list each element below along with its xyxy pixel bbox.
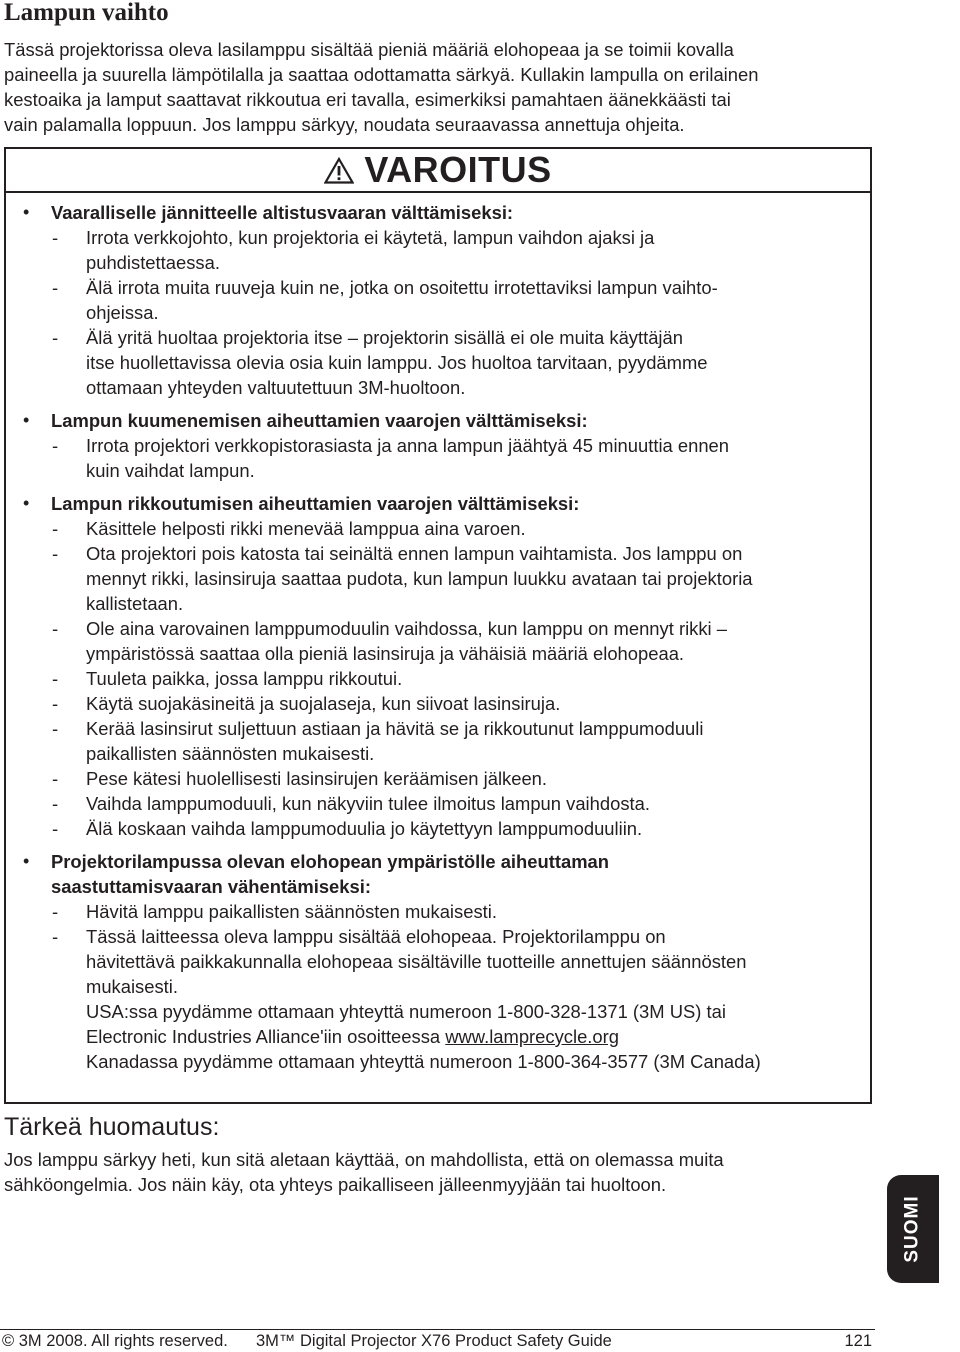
item-line: Hävitä lamppu paikallisten säännösten mukaisesti. bbox=[86, 901, 497, 922]
list-item bbox=[6, 516, 870, 541]
bullet-dot: • bbox=[23, 410, 30, 430]
item-line: paikallisten säännösten mukaisesti. bbox=[86, 743, 375, 764]
section-heading-text: Lampun rikkoutumisen aiheuttamien vaarojen välttämiseksi: bbox=[51, 493, 580, 514]
list-item bbox=[6, 716, 870, 766]
warning-box bbox=[4, 147, 872, 1104]
intro-line: kestoaika ja lamput saattavat rikkoutua eri tavalla, esimerkiksi pamahtaen äänekkäästi tai bbox=[4, 89, 731, 110]
item-line: Pese kätesi huolellisesti lasinsirujen keräämisen jälkeen. bbox=[86, 768, 548, 789]
list-item bbox=[6, 225, 870, 275]
item-line: mukaisesti. bbox=[86, 976, 178, 997]
item-line: Ole aina varovainen lamppumoduulin vaihdossa, kun lamppu on mennyt rikki – bbox=[86, 618, 727, 639]
section-heading-text: Projektorilampussa olevan elohopean ympäristölle aiheuttaman bbox=[51, 851, 610, 872]
note-line: Jos lamppu särkyy heti, kun sitä aletaan käyttää, on mahdollista, että on olemassa muita bbox=[4, 1149, 724, 1170]
list-item bbox=[6, 666, 870, 691]
item-line: Ota projektori pois katosta tai seinältä ennen lampun vaihtamista. Jos lamppu on bbox=[86, 543, 743, 564]
list-item bbox=[6, 433, 870, 483]
warning-header bbox=[6, 149, 870, 193]
item-line: Kerää lasinsirut suljettuun astiaan ja hävitä se ja rikkoutunut lamppumoduuli bbox=[86, 718, 704, 739]
intro-line: vain palamalla loppuun. Jos lamppu särkyy, noudata seuraavassa annettuja ohjeita. bbox=[4, 114, 685, 135]
section-heading-text: Lampun kuumenemisen aiheuttamien vaarojen välttämiseksi: bbox=[51, 410, 588, 431]
note-title: Tärkeä huomautus: bbox=[4, 1113, 220, 1141]
list-item bbox=[6, 616, 870, 666]
list-item bbox=[6, 766, 870, 791]
item-line: hävitettävä paikkakunnalla elohopeaa sisältäville tuotteille annettujen säännösten bbox=[86, 951, 747, 972]
bullet-dot: • bbox=[23, 202, 30, 222]
list-item bbox=[6, 541, 870, 616]
section-heading-text: saastuttamisvaaran vähentämiseksi: bbox=[51, 876, 371, 897]
intro-paragraph bbox=[4, 37, 872, 137]
item-line: kallistetaan. bbox=[86, 593, 184, 614]
section-heading-text: Vaaralliselle jännitteelle altistusvaaran välttämiseksi: bbox=[51, 202, 514, 223]
section-heading bbox=[6, 200, 870, 225]
item-line: Tuuleta paikka, jossa lamppu rikkoutui. bbox=[86, 668, 403, 689]
dash-marker: - bbox=[52, 618, 59, 639]
section-heading bbox=[6, 491, 870, 516]
dash-marker: - bbox=[52, 543, 59, 564]
warning-title: VAROITUS bbox=[364, 149, 552, 190]
item-line: Käytä suojakäsineitä ja suojalaseja, kun siivoat lasinsiruja. bbox=[86, 693, 561, 714]
dash-marker: - bbox=[52, 718, 59, 739]
dash-marker: - bbox=[52, 668, 59, 689]
warning-section bbox=[6, 200, 870, 400]
list-item bbox=[6, 691, 870, 716]
lamprecycle-link[interactable]: www.lamprecycle.org bbox=[445, 1026, 619, 1047]
language-side-tab bbox=[887, 1175, 939, 1283]
dash-marker: - bbox=[52, 227, 59, 248]
dash-marker: - bbox=[52, 435, 59, 456]
item-line: Irrota projektori verkkopistorasiasta ja anna lampun jäähtyä 45 minuuttia ennen bbox=[86, 435, 730, 456]
footer-product-name: 3M™ Digital Projector X76 Product Safety Guide bbox=[256, 1332, 612, 1350]
dash-marker: - bbox=[52, 277, 59, 298]
dash-marker: - bbox=[52, 926, 59, 947]
item-line: Käsittele helposti rikki menevää lamppua aina varoen. bbox=[86, 518, 526, 539]
footer-copyright: © 3M 2008. All rights reserved. bbox=[2, 1332, 228, 1350]
item-line: Kanadassa pyydämme ottamaan yhteyttä numeroon 1-800-364-3577 (3M Canada) bbox=[86, 1051, 761, 1072]
item-line: puhdistettaessa. bbox=[86, 252, 220, 273]
dash-marker: - bbox=[52, 768, 59, 789]
item-line: Tässä laitteessa oleva lamppu sisältää elohopeaa. Projektorilamppu on bbox=[86, 926, 666, 947]
item-line: Irrota verkkojohto, kun projektoria ei käytetä, lampun vaihdon ajaksi ja bbox=[86, 227, 655, 248]
section-heading bbox=[6, 849, 870, 899]
warning-triangle-icon bbox=[324, 157, 354, 184]
list-item bbox=[6, 325, 870, 400]
note-line: sähköongelmia. Jos näin käy, ota yhteys paikalliseen jälleenmyyjään tai huoltoon. bbox=[4, 1174, 667, 1195]
item-line: Älä irrota muita ruuveja kuin ne, jotka on osoitettu irrotettaviksi lampun vaihto- bbox=[86, 277, 718, 298]
item-line: mennyt rikki, lasinsiruja saattaa pudota, kun lampun luukku avataan tai projektoria bbox=[86, 568, 753, 589]
bullet-dot: • bbox=[23, 851, 30, 871]
intro-line: paineella ja suurella lämpötilalla ja saattaa odottamatta särkyä. Kullakin lampulla on erilainen bbox=[4, 64, 759, 85]
link-prefix: Electronic Industries Alliance'iin osoitteessa bbox=[86, 1026, 446, 1047]
list-item bbox=[6, 899, 870, 924]
list-item bbox=[6, 816, 870, 841]
warning-section bbox=[6, 408, 870, 483]
warning-section bbox=[6, 849, 870, 1074]
item-line: kuin vaihdat lampun. bbox=[86, 460, 255, 481]
item-line: Vaihda lamppumoduuli, kun näkyviin tulee ilmoitus lampun vaihdosta. bbox=[86, 793, 650, 814]
item-line: Älä koskaan vaihda lamppumoduulia jo käytettyyn lamppumoduuliin. bbox=[86, 818, 643, 839]
section-heading bbox=[6, 408, 870, 433]
dash-marker: - bbox=[52, 901, 59, 922]
warning-section bbox=[6, 491, 870, 841]
page-title: Lampun vaihto bbox=[4, 0, 169, 26]
dash-marker: - bbox=[52, 793, 59, 814]
list-item bbox=[6, 924, 870, 1074]
list-item bbox=[6, 275, 870, 325]
item-line: ympäristössä saattaa olla pieniä lasinsiruja ja vähäisiä määriä elohopeaa. bbox=[86, 643, 685, 664]
note-paragraph bbox=[4, 1147, 872, 1197]
item-line: USA:ssa pyydämme ottamaan yhteyttä numeroon 1-800-328-1371 (3M US) tai bbox=[86, 1001, 726, 1022]
dash-marker: - bbox=[52, 518, 59, 539]
list-item bbox=[6, 791, 870, 816]
footer-page-number: 121 bbox=[844, 1332, 872, 1350]
dash-marker: - bbox=[52, 818, 59, 839]
item-line: itse huollettavissa olevia osia kuin lamppu. Jos huoltoa tarvitaan, pyydämme bbox=[86, 352, 708, 373]
language-tab-label: SUOMI bbox=[902, 1195, 923, 1263]
item-line: ottamaan yhteyden valtuutettuun 3M-huoltoon. bbox=[86, 377, 466, 398]
page-footer bbox=[2, 1330, 872, 1352]
item-line bbox=[86, 1024, 854, 1049]
item-line: Älä yritä huoltaa projektoria itse – projektorin sisällä ei ole muita käyttäjän bbox=[86, 327, 683, 348]
dash-marker: - bbox=[52, 693, 59, 714]
bullet-dot: • bbox=[23, 493, 30, 513]
item-line: ohjeissa. bbox=[86, 302, 159, 323]
warning-body bbox=[6, 200, 870, 1082]
intro-line: Tässä projektorissa oleva lasilamppu sisältää pieniä määriä elohopeaa ja se toimii kovalla bbox=[4, 39, 734, 60]
dash-marker: - bbox=[52, 327, 59, 348]
